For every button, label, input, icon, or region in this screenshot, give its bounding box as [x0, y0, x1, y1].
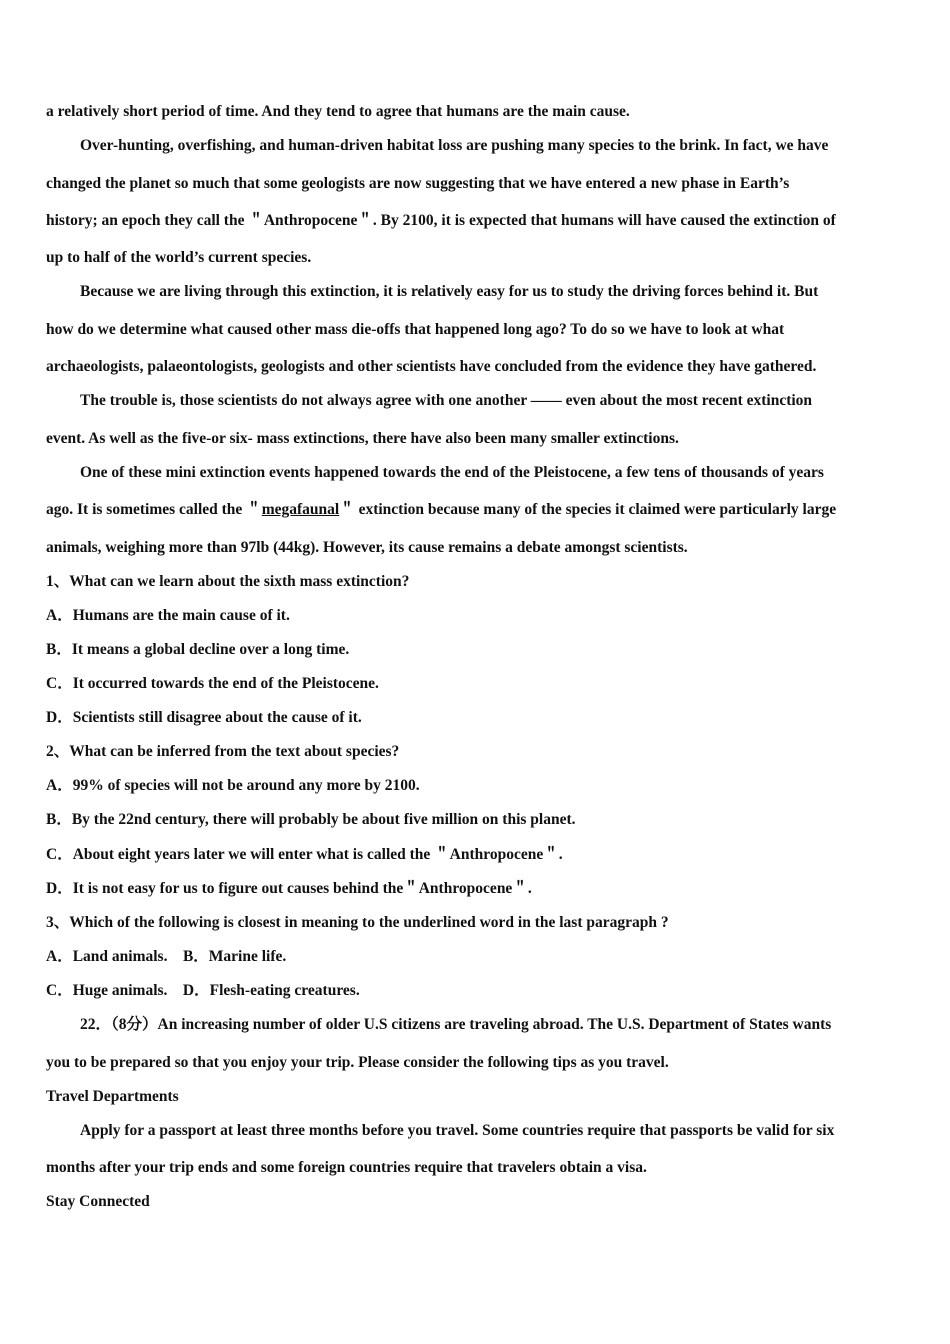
passage-line: event. As well as the five-or six- mass extinctions, there have also been many smaller extinctions. [46, 430, 679, 447]
passage-line: animals, weighing more than 97lb (44kg). However, its cause remains a debate amongst scientists. [46, 539, 688, 556]
question-1: 1、What can we learn about the sixth mass extinction? [46, 573, 410, 590]
question-2-option-b: B．By the 22nd century, there will probably be about five million on this planet. [46, 811, 576, 828]
question-2-option-c: C．About eight years later we will enter what is called the ＂Anthropocene＂. [46, 846, 563, 863]
passage-text: ＂ extinction because many of the species it claimed were particularly large [339, 501, 837, 518]
underlined-word: megafaunal [261, 501, 340, 518]
passage-line: a relatively short period of time. And they tend to agree that humans are the main cause. [46, 103, 630, 120]
section-paragraph: Apply for a passport at least three months before you travel. Some countries require that passports be valid for six [80, 1122, 835, 1139]
question-3-options-ab: A．Land animals. B．Marine life. [46, 948, 287, 965]
passage-line: archaeologists, palaeontologists, geologists and other scientists have concluded from the evidence they have gathered. [46, 358, 817, 375]
passage-line: changed the planet so much that some geologists are now suggesting that we have entered a new phase in Earth’s [46, 175, 790, 192]
question-2-option-d: D．It is not easy for us to figure out causes behind the＂Anthropocene＂. [46, 880, 532, 897]
passage-line: The trouble is, those scientists do not always agree with one another —— even about the most recent extinction [80, 392, 813, 409]
section-heading: Travel Departments [46, 1088, 179, 1105]
passage-line: up to half of the world’s current species. [46, 249, 312, 266]
passage-line: history; an epoch they call the ＂Anthropocene＂. By 2100, it is expected that humans will have caused the extinction of [46, 212, 836, 229]
question-1-option-b: B．It means a global decline over a long time. [46, 641, 350, 658]
question-1-option-a: A．Humans are the main cause of it. [46, 607, 290, 624]
section-22-intro: you to be prepared so that you enjoy your trip. Please consider the following tips as you travel. [46, 1054, 669, 1071]
passage-line: One of these mini extinction events happened towards the end of the Pleistocene, a few tens of thousands of years [80, 464, 824, 481]
question-1-option-d: D．Scientists still disagree about the cause of it. [46, 709, 362, 726]
passage-text: ago. It is sometimes called the ＂ [46, 501, 262, 518]
section-heading: Stay Connected [46, 1193, 150, 1210]
question-3-options-cd: C．Huge animals. D．Flesh-eating creatures. [46, 982, 360, 999]
passage-line: Over-hunting, overfishing, and human-driven habitat loss are pushing many species to the brink. In fact, we have [80, 137, 829, 154]
question-1-option-c: C．It occurred towards the end of the Pleistocene. [46, 675, 379, 692]
question-2: 2、What can be inferred from the text about species? [46, 743, 400, 760]
section-paragraph: months after your trip ends and some foreign countries require that travelers obtain a visa. [46, 1159, 647, 1176]
question-2-option-a: A．99% of species will not be around any more by 2100. [46, 777, 420, 794]
passage-line [46, 501, 836, 519]
question-3: 3、Which of the following is closest in meaning to the underlined word in the last paragraph ? [46, 914, 669, 931]
passage-line: Because we are living through this extinction, it is relatively easy for us to study the driving forces behind it. But [80, 283, 819, 300]
section-22-intro: 22．（8分）An increasing number of older U.S citizens are traveling abroad. The U.S. Department of States wants [80, 1016, 832, 1033]
passage-line: how do we determine what caused other mass die-offs that happened long ago? To do so we have to look at what [46, 321, 785, 338]
